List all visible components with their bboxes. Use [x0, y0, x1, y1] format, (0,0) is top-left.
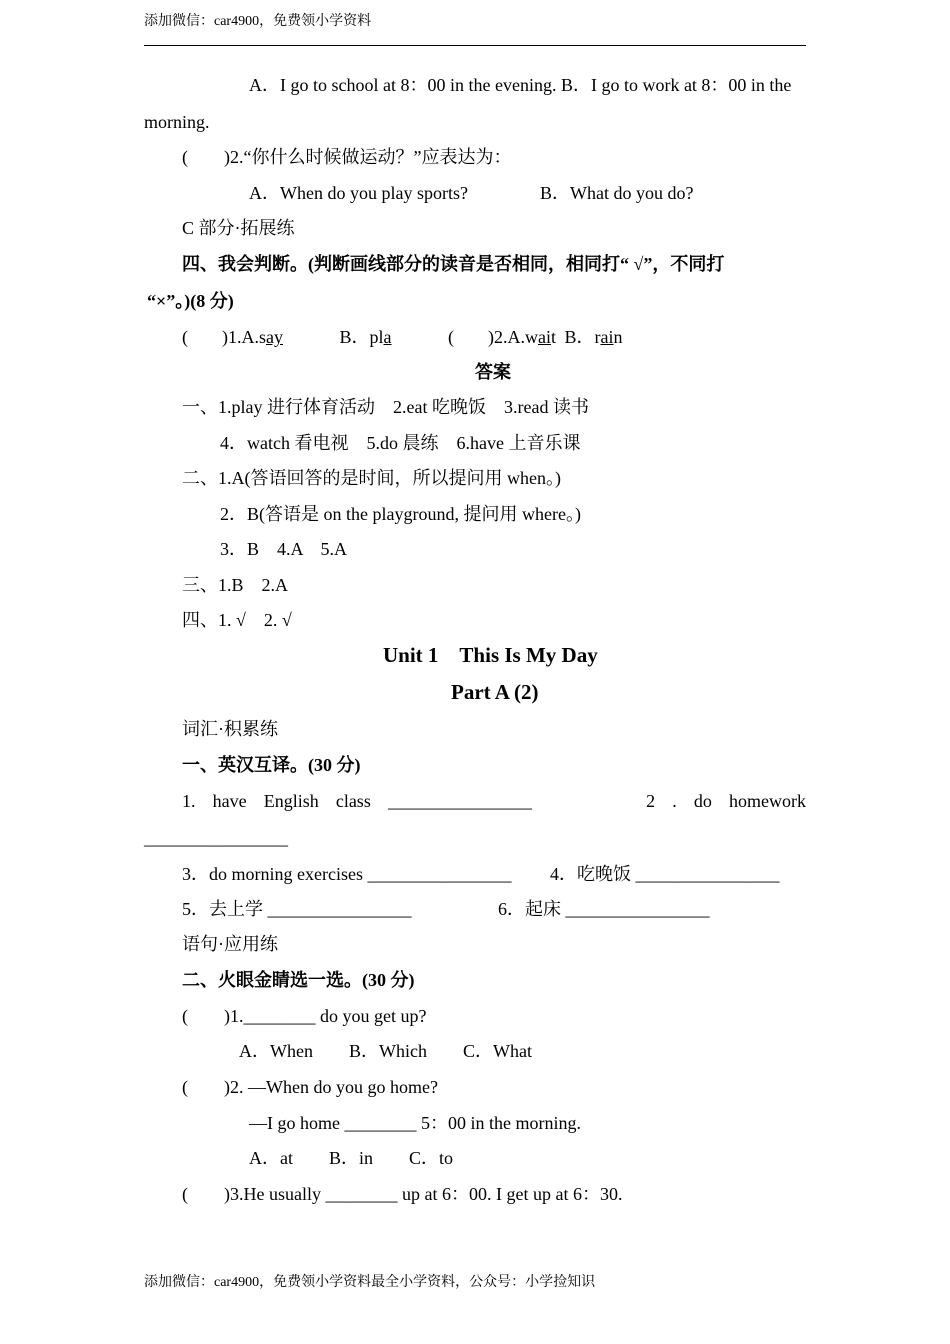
- section-four-heading-cont: “×”。)(8 分): [147, 291, 234, 311]
- page-footer: 添加微信：car4900，免费领小学资料最全小学资料，公众号：小学捡知识: [144, 1275, 596, 1290]
- answer-line-blank: ________________: [387, 791, 532, 811]
- q2-number: 2: [646, 791, 656, 811]
- option-line-1-cont: morning.: [144, 112, 210, 132]
- pronunciation-q1: [182, 325, 392, 349]
- answer-blank: (: [182, 1077, 188, 1097]
- underlined-sound: a: [383, 327, 392, 347]
- translation-q6: 6．起床 ________________: [498, 899, 710, 919]
- section-two-heading: 二、火眼金睛选一选。(30 分): [182, 970, 415, 990]
- choice-q1-options: A．When B．Which C．What: [239, 1041, 532, 1061]
- q1-word: have: [212, 791, 247, 811]
- choice-q2-options: A．at B．in C．to: [249, 1148, 454, 1168]
- q2-option-b: B．r: [564, 327, 601, 347]
- answer-line: 2．B(答语是 on the playground, 提问用 where。): [220, 504, 581, 524]
- section-heading-sentence: 语句·应用练: [182, 934, 278, 954]
- question-text: )2.“你什么时候做运动？”应表达为：: [224, 147, 512, 167]
- choice-q2-reply: —I go home ________ 5：00 in the morning.: [249, 1113, 581, 1133]
- section-four-heading: 四、我会判断。(判断画线部分的读音是否相同，相同打“ √”，不同打: [182, 254, 725, 274]
- spacer: [549, 789, 629, 813]
- underlined-sound: ay: [266, 327, 283, 347]
- part-title: Part A (2): [451, 680, 539, 704]
- underlined-sound: ai: [600, 327, 614, 347]
- underlined-sound: ai: [538, 327, 551, 347]
- section-heading-c: C 部分·拓展练: [182, 218, 295, 238]
- page-header: 添加微信：car4900，免费领小学资料: [144, 14, 372, 29]
- answer-line-blank: ________________: [144, 828, 288, 848]
- question-text: )1.________ do you get up?: [224, 1006, 427, 1026]
- question-text: )3.He usually ________ up at 6：00. I get up at 6：30.: [224, 1184, 623, 1204]
- q1-option-a: )1.A.s: [222, 327, 266, 347]
- q2-word: homework: [728, 791, 806, 811]
- answer-line: 一、1.play 进行体育活动 2.eat 吃晚饭 3.read 读书: [182, 397, 589, 417]
- option-a: A．When do you play sports?: [249, 183, 468, 203]
- translation-q3: 3．do morning exercises ________________: [182, 864, 512, 884]
- section-one-heading: 一、英汉互译。(30 分): [182, 755, 361, 775]
- translation-q4: 4．吃晚饭 ________________: [550, 864, 780, 884]
- answer-line: 二、1.A(答语回答的是时间，所以提问用 when。): [182, 468, 561, 488]
- header-divider: [144, 45, 806, 46]
- q1-option-b: B．pl: [339, 327, 384, 347]
- question-text: )2. —When do you go home?: [224, 1077, 438, 1097]
- answer-blank: (: [182, 1184, 188, 1204]
- translation-q5: 5．去上学 ________________: [182, 899, 412, 919]
- answer-line: 三、1.B 2.A: [182, 575, 289, 595]
- answer-blank: (: [182, 327, 188, 347]
- answer-blank: (: [182, 147, 188, 167]
- question-2: [182, 145, 511, 169]
- answer-blank: (: [448, 327, 454, 347]
- q2-dot: .: [672, 791, 677, 811]
- answer-blank: (: [182, 1006, 188, 1026]
- q1-word: class: [335, 791, 371, 811]
- option-line-1: A．I go to school at 8：00 in the evening. B．I go to work at 8：00 in the: [249, 75, 792, 95]
- q2-option-b-end: n: [613, 327, 623, 347]
- q2-option-a-end: t: [551, 327, 557, 347]
- q2-option-a: )2.A.w: [488, 327, 538, 347]
- choice-q2: [182, 1075, 438, 1099]
- pronunciation-q2: [448, 325, 623, 349]
- translation-q1-q2: [182, 789, 806, 813]
- section-heading-vocab: 词汇·积累练: [182, 719, 278, 739]
- answer-line: 3．B 4.A 5.A: [220, 539, 348, 559]
- q1-number: 1.: [182, 791, 196, 811]
- choice-q1: [182, 1004, 426, 1028]
- answer-key-title: 答案: [475, 362, 511, 382]
- q1-word: English: [263, 791, 319, 811]
- option-b: B．What do you do?: [540, 183, 694, 203]
- q2-word: do: [693, 791, 712, 811]
- answer-line: 四、1. √ 2. √: [182, 610, 292, 630]
- answer-line: 4．watch 看电视 5.do 晨练 6.have 上音乐课: [220, 433, 581, 453]
- unit-title: Unit 1 This Is My Day: [383, 643, 598, 667]
- choice-q3: [182, 1182, 622, 1206]
